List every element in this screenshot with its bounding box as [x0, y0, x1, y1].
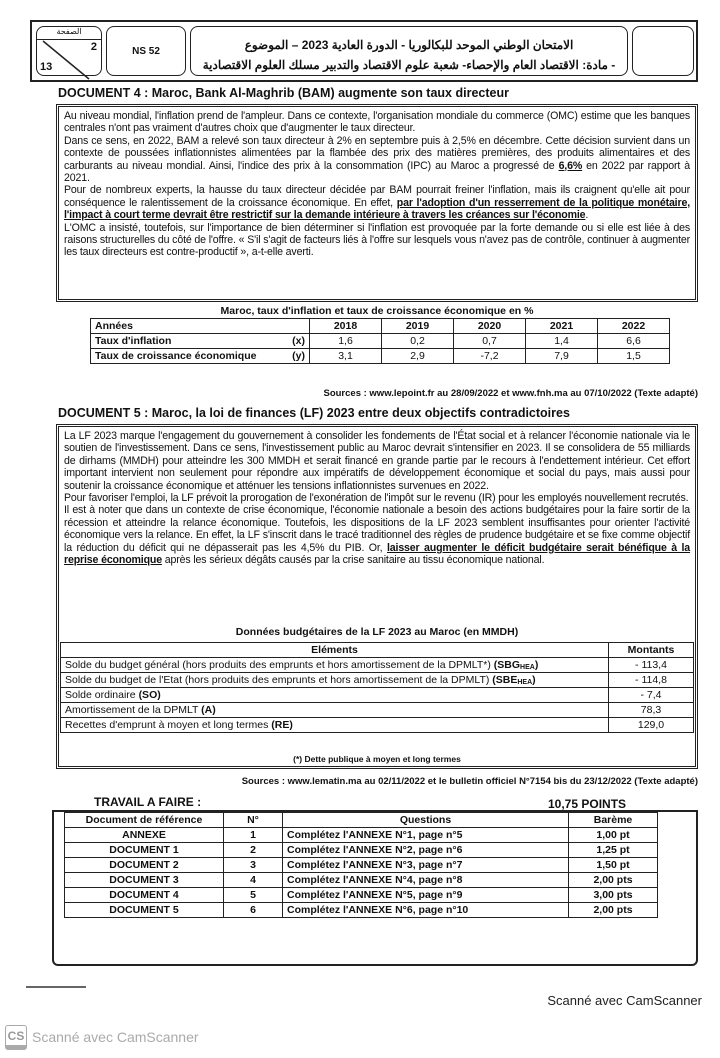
table-row: [65, 873, 658, 888]
cell: Complétez l'ANNEXE N°4, page n°8: [283, 873, 569, 888]
year-cell: 2020: [454, 319, 526, 334]
cell: 2,9: [382, 349, 454, 364]
budget-table-caption: Données budgétaires de la LF 2023 au Maroc (en MMDH): [235, 626, 519, 638]
doc5-paragraph: Pour favoriser l'emploi, la LF prévoit la prorogation de l'exonération de l'impôt sur le revenu (IR) pour les employés nouvellement recrutés.: [64, 492, 689, 505]
doc5-title: DOCUMENT 5 : Maroc, la loi de finances (LF) 2023 entre deux objectifs contradictoires: [58, 406, 570, 420]
header-cell: Document de référence: [65, 813, 224, 828]
cell: 3,00 pts: [569, 888, 658, 903]
text: après les sérieux dégâts causés par la crise sanitaire au tissu économique national.: [161, 554, 545, 567]
code: (A): [201, 704, 216, 716]
doc4-paragraph: L'OMC a insisté, toutefois, sur l'importance de bien déterminer si l'inflation est provoquée par la forte demande ou si elle est liée à des raisons structurelles du côté de l'offre. « S'il s'agit de facteurs liés à l'offre sur lesquels vous n'avez pas de contrôle, continuer à augmenter les taux directeurs est contre-productif », a-t-elle averti.: [64, 221, 690, 259]
table-row: [61, 673, 694, 688]
cell: 0,7: [454, 334, 526, 349]
doc4-paragraph: Au niveau mondial, l'inflation prend de l'ampleur. Dans ce contexte, l'organisation mondiale du commerce (OMC) estime que les banques centrales n'ont pas vraiment d'autres choix que d'augmenter le taux directeur.: [64, 110, 690, 135]
amount: 78,3: [609, 703, 694, 718]
code-text: (SBE: [492, 674, 518, 686]
header-cell: N°: [224, 813, 283, 828]
cell: 6,6: [598, 334, 670, 349]
label: Amortissement de la DPMLT: [65, 704, 199, 716]
cell: ANNEXE: [65, 828, 224, 843]
cell: 1,00 pt: [569, 828, 658, 843]
table-row: [91, 349, 670, 364]
var: (y): [292, 350, 305, 362]
doc5-sources: Sources : www.lematin.ma au 02/11/2022 et le bulletin officiel N°7154 bis du 23/12/2022 (Texte adapté): [241, 776, 698, 787]
subscript: HEA: [517, 679, 533, 686]
underlined-text: 6,6%: [558, 159, 583, 172]
doc4-sources: Sources : www.lepoint.fr au 28/09/2022 et www.fnh.ma au 07/10/2022 (Texte adapté): [323, 388, 698, 399]
year-cell: 2019: [382, 319, 454, 334]
doc4-title: DOCUMENT 4 : Maroc, Bank Al-Maghrib (BAM) augmente son taux directeur: [58, 86, 509, 100]
code: [494, 659, 539, 671]
label: Solde ordinaire: [65, 689, 136, 701]
scan-mark: [26, 986, 86, 988]
cell: DOCUMENT 2: [65, 858, 224, 873]
underlined-text: laisser augmenter le déficit budgétaire serait bénéfique à la reprise économique: [64, 541, 691, 567]
travail-table: [64, 812, 658, 918]
cell: 1,5: [598, 349, 670, 364]
row-label: [61, 718, 609, 733]
page-number-box: [36, 26, 102, 76]
cell: 1,6: [310, 334, 382, 349]
cell: 0,2: [382, 334, 454, 349]
cell: 1,50 pt: [569, 858, 658, 873]
camscanner-watermark: Scanné avec CamScanner: [32, 1029, 199, 1045]
code: (SO): [138, 689, 161, 701]
amount: 129,0: [609, 718, 694, 733]
amount: - 7,4: [609, 688, 694, 703]
label: Solde du budget général (hors produits des emprunts et hors amortissement de la DPMLT*): [65, 659, 491, 671]
table-row: [65, 888, 658, 903]
cell: Complétez l'ANNEXE N°2, page n°6: [283, 843, 569, 858]
text: .: [585, 209, 589, 222]
underlined-text: par l'adoption d'un resserrement de la politique monétaire, l'impact à court terme devrait être restrictif sur la demande intérieure à travers les créances sur l'économie: [64, 196, 690, 222]
header-cell: Années: [91, 319, 310, 334]
table-row: [65, 858, 658, 873]
table-header-row: [91, 319, 670, 334]
table-row: [91, 334, 670, 349]
cell: 2,00 pts: [569, 873, 658, 888]
code: [492, 674, 535, 686]
code-close: ): [534, 659, 539, 671]
table-row: [61, 703, 694, 718]
year-cell: 2022: [598, 319, 670, 334]
code: (RE): [271, 719, 293, 731]
exam-title: [190, 26, 628, 76]
cell: 1,25 pt: [569, 843, 658, 858]
cell: DOCUMENT 1: [65, 843, 224, 858]
blank-box: [632, 26, 694, 76]
table-header-row: [61, 643, 694, 658]
row-label: [61, 658, 609, 673]
text: Pour de nombreux experts, la hausse du taux directeur décidée par BAM pourrait freiner l'inflation, mais ils craignent qu'elle ait pour conséquence le ralentissement de la croissance économique. En effet,: [64, 184, 690, 209]
year-cell: 2021: [526, 319, 598, 334]
code-text: (SBG: [493, 659, 521, 671]
page-total: 13: [40, 61, 53, 73]
doc4-text: [56, 104, 698, 302]
cell: Complétez l'ANNEXE N°3, page n°7: [283, 858, 569, 873]
header-cell: Montants: [609, 643, 694, 658]
table-row: [65, 828, 658, 843]
cell: 1,4: [526, 334, 598, 349]
subscript: HEA: [520, 664, 535, 671]
cell: 5: [224, 888, 283, 903]
inflation-table: [90, 318, 670, 364]
cell: 2,00 pts: [569, 903, 658, 918]
var: (x): [292, 335, 305, 347]
travail-title: TRAVAIL A FAIRE :: [94, 795, 202, 809]
header-cell: Questions: [283, 813, 569, 828]
row-label: [91, 349, 310, 364]
row-label: [91, 334, 310, 349]
text: Il est à noter que dans un contexte de crise économique, l'économie nationale a besoin des actions budgétaires pour la faire sortir de la récession et atteindre la relance économique. Toutefois, les dispositions de la LF 2023 semblent insuffisantes pour orienter l'activité économique vers la relance. En effet, la LF s'inscrit dans le tracé traditionnel des règles de prudence budgétaire et se fixe comme objectif la réduction du déficit qui ne dépasserait pas les 4,5% du PIB. Or,: [64, 504, 690, 554]
doc5-paragraph: [64, 504, 690, 566]
cell: 4: [224, 873, 283, 888]
cell: 3,1: [310, 349, 382, 364]
cell: 3: [224, 858, 283, 873]
cell: 6: [224, 903, 283, 918]
text: Dans ce sens, en 2022, BAM a relevé son taux directeur à 2% en septembre puis à 2,5% en décembre. Cette décision survient dans un contexte de poussées inflationnistes alimentées par la flambée des prix des matières premières, des produits alimentaires et des carburants au niveau mondial. Ainsi, l'indice des prix à la consommation (IPC) au Maroc a progressé de: [64, 134, 690, 172]
year-cell: 2018: [310, 319, 382, 334]
amount: - 114,8: [609, 673, 694, 688]
amount: - 113,4: [609, 658, 694, 673]
label: Taux d'inflation: [95, 335, 172, 347]
doc4-paragraph: [64, 135, 690, 185]
cell: Complétez l'ANNEXE N°5, page n°9: [283, 888, 569, 903]
code-close: ): [532, 674, 536, 686]
table-row: [65, 843, 658, 858]
camscanner-logo-icon: CS: [5, 1025, 27, 1050]
cell: Complétez l'ANNEXE N°6, page n°10: [283, 903, 569, 918]
label: Solde du budget de l'Etat (hors produits des emprunts et hors amortissement de la DPMLT): [65, 674, 490, 686]
table-row: [61, 718, 694, 733]
table-header-row: [65, 813, 658, 828]
cell: DOCUMENT 4: [65, 888, 224, 903]
cell: 2: [224, 843, 283, 858]
cell: -7,2: [454, 349, 526, 364]
cell: 1: [224, 828, 283, 843]
table-row: [61, 688, 694, 703]
cell: 7,9: [526, 349, 598, 364]
exam-header: [30, 20, 698, 82]
exam-title-line2: - مادة: الاقتصاد العام والإحصاء- شعبة علوم الاقتصاد والتدبير مسلك العلوم الاقتصادية: [202, 58, 616, 72]
travail-points: 10,75 POINTS: [548, 797, 627, 811]
header-cell: Eléments: [61, 643, 609, 658]
row-label: [61, 673, 609, 688]
doc5-paragraph: La LF 2023 marque l'engagement du gouvernement à consolider les fondements de l'État social et à relancer l'économie nationale via le soutien de l'investissement. Dans ce sens, l'investissement public au Maroc devrait s'intensifier en 2023. Il se consolidera de 55 milliards de dirhams (MMDH) pour atteindre les 300 MMDH et serait financé en grande partie par le recours à l'endettement intérieur. Cet effort important intervient non seulement pour répondre aux impératifs de développement économique et social du pays, mais aussi pour soutenir la croissance économique et atténuer les tensions inflationnistes survenues en 2022.: [64, 430, 690, 492]
doc4-paragraph: [64, 184, 690, 221]
table-row: [65, 903, 658, 918]
label: Taux de croissance économique: [95, 350, 257, 362]
page-label: الصفحة: [37, 27, 101, 40]
row-label: [61, 703, 609, 718]
table-row: [61, 658, 694, 673]
exam-code: NS 52: [106, 26, 186, 76]
text: en 2022 par rapport à 2021.: [64, 159, 690, 185]
cell: DOCUMENT 5: [65, 903, 224, 918]
scan-caption: Scanné avec CamScanner: [547, 993, 702, 1008]
doc4-table-caption: Maroc, taux d'inflation et taux de croissance économique en %: [220, 305, 534, 317]
page-num: 2: [90, 41, 97, 53]
budget-table: [60, 642, 694, 733]
budget-note: (*) Dette publique à moyen et long termes: [293, 754, 461, 764]
cell: DOCUMENT 3: [65, 873, 224, 888]
label: Recettes d'emprunt à moyen et long termes: [65, 719, 269, 731]
exam-title-line1: الامتحان الوطني الموحد للبكالوريا - الدورة العادية 2023 – الموضوع: [244, 38, 574, 52]
header-cell: Barème: [569, 813, 658, 828]
cell: Complétez l'ANNEXE N°1, page n°5: [283, 828, 569, 843]
row-label: [61, 688, 609, 703]
